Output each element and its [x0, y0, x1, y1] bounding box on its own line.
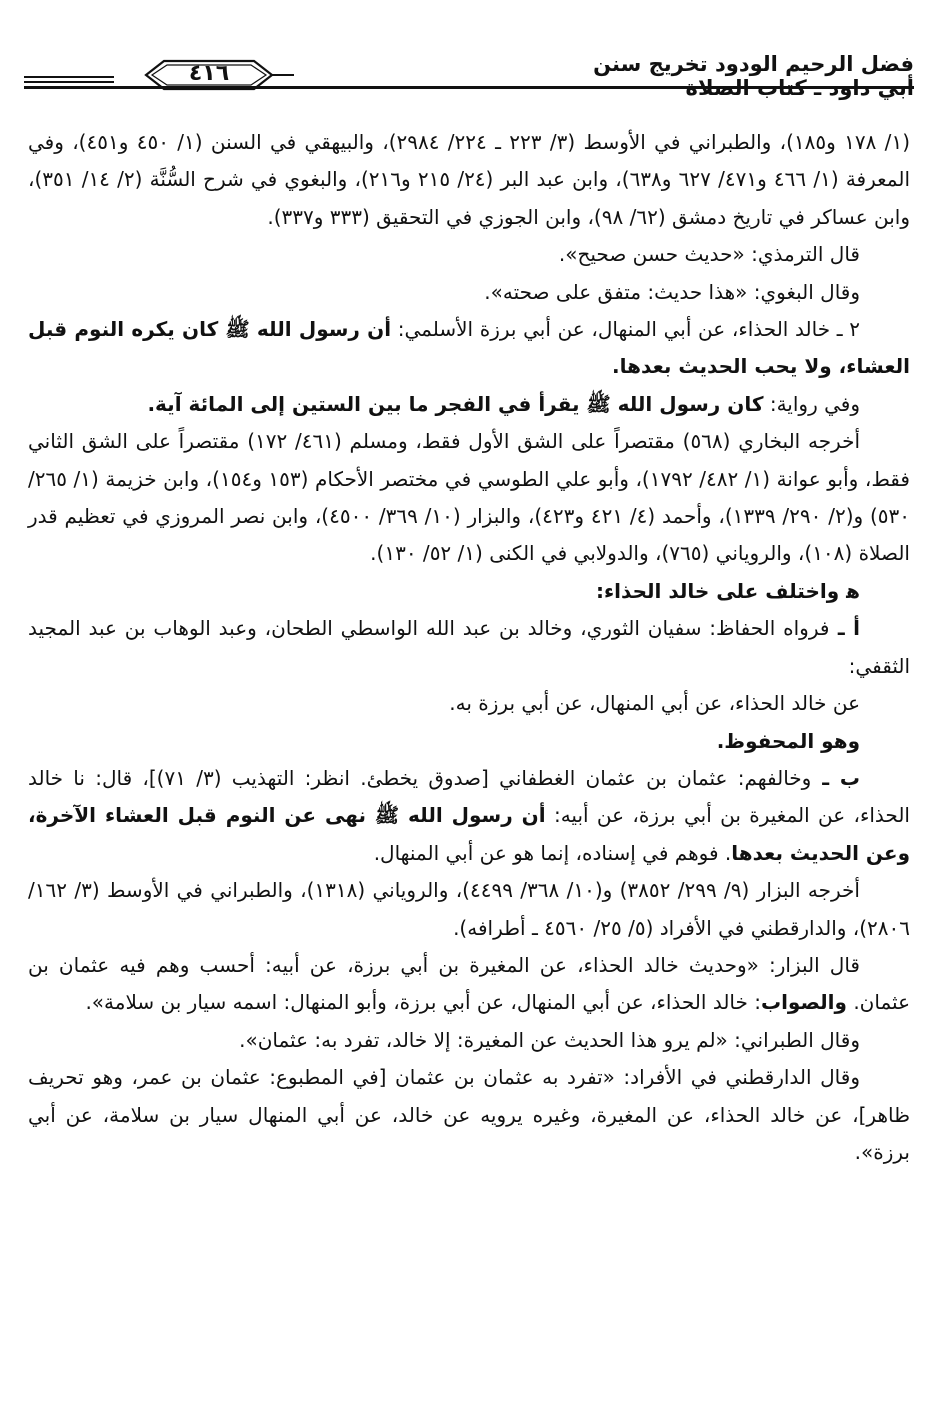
paragraph	[28, 723, 910, 760]
bold-text: أن رسول الله ﷺ نهى عن النوم قبل العشاء الآخرة، وعن الحديث بعدها	[28, 803, 910, 865]
text-run: قال الترمذي: «حديث حسن صحيح».	[558, 242, 860, 267]
paragraph	[28, 1022, 910, 1059]
text-run: وقال الطبراني: «لم يرو هذا الحديث عن المغيرة: إلا خالد، تفرد به: عثمان».	[239, 1027, 860, 1052]
paragraph	[28, 573, 910, 610]
paragraph	[28, 124, 910, 236]
main-text	[28, 124, 910, 1171]
bold-text: أ ـ	[829, 616, 860, 641]
text-run: عن خالد الحذاء، عن أبي المنهال، عن أبي برزة به.	[449, 691, 860, 716]
text-run: (١/ ١٧٨ و١٨٥)، والطبراني في الأوسط (٣/ ٢٢٣ ـ ٢٢٤/ ٢٩٨٤)، والبيهقي في السنن (١/ ٤٥٠ و٤٥١)، وفي المعرفة (١/ ٤٦٦ و٤٧١/ ٦٢٧ و٦٣٨)، وابن عبد البر (٢٤/ ٢١٥ و٢١٦)، والبغوي في شرح السُّنَّة (٢/ ١٤/ ٣٥١)، وابن عساكر في تاريخ دمشق (٦٢/ ٩٨)، وابن الجوزي في التحقيق (٣٣٣ و٣٣٧).	[28, 130, 911, 229]
paragraph	[28, 760, 910, 872]
bold-text: واختلف على خالد الحذاء:	[595, 578, 840, 603]
bold-text: ﻫ	[839, 578, 860, 603]
bold-text: ب ـ	[811, 765, 860, 790]
text-run: . فوهم في إسناده، إنما هو عن أبي المنهال.	[373, 840, 732, 865]
paragraph	[28, 1059, 910, 1171]
text-run: ٢ ـ خالد الحذاء، عن أبي المنهال، عن أبي برزة الأسلمي:	[391, 317, 860, 342]
bold-text: كان رسول الله ﷺ يقرأ في الفجر ما بين الستين إلى المائة آية.	[147, 391, 764, 416]
bold-text: أن رسول الله ﷺ كان يكره النوم قبل العشاء، ولا يحب الحديث بعدها.	[28, 317, 910, 379]
header-rule-left-lower	[24, 81, 114, 83]
page-number: ٤١٦	[188, 61, 230, 86]
text-run: وقال الدارقطني في الأفراد: «تفرد به عثمان بن عثمان [في المطبوع: عثمان بن عمر، وهو تحريف ظاهر]، عن خالد الحذاء، عن المغيرة، وغيره يرويه عن خالد، عن أبي المنهال سيار بن سلامة، عن أبي برزة».	[28, 1065, 910, 1164]
text-run: وخالفهم: عثمان بن عثمان الغطفاني [صدوق يخطئ. انظر: التهذيب (٣/ ٧١)]، قال: نا خالد الحذاء، عن المغيرة بن أبي برزة، عن أبيه:	[28, 765, 910, 828]
paragraph	[28, 386, 910, 423]
text-run: أخرجه البخاري (٥٦٨) مقتصراً على الشق الأول فقط، ومسلم (٤٦١/ ١٧٢) مقتصراً على الشق الثاني فقط، وأبو عوانة (١/ ٤٨٢/ ١٧٩٢)، وأبو علي الطوسي في مختصر الأحكام (١٥٣ و١٥٤)، وابن خزيمة (١/ ٢٦٥/ ٥٣٠) و(٢/ ٢٩٠/ ١٣٣٩)، وأحمد (٤/ ٤٢١ و٤٢٣)، والبزار (١٠/ ٣٦٩/ ٤٥٠٠)، وابن نصر المروزي في تعظيم قدر الصلاة (١٠٨)، والروياني (٧٦٥)، والدولابي في الكنى (١/ ٥٢/ ١٣٠).	[28, 429, 910, 566]
text-run: فرواه الحفاظ: سفيان الثوري، وخالد بن عبد الله الواسطي الطحان، وعبد الوهاب بن عبد المجيد الثقفي:	[28, 616, 910, 678]
paragraph	[28, 610, 910, 685]
paragraph	[28, 685, 910, 722]
text-run: أخرجه البزار (٩/ ٢٩٩/ ٣٨٥٢) و(١٠/ ٣٦٨/ ٤٤٩٩)، والروياني (١٣١٨)، والطبراني في الأوسط (٣/ ١٦٢/ ٢٨٠٦)، والدارقطني في الأفراد (٥/ ٢٥/ ٤٥٦٠ ـ أطرافه).	[28, 878, 910, 940]
header-rule-left-upper	[24, 76, 114, 78]
paragraph	[28, 311, 910, 386]
paragraph	[28, 872, 910, 947]
paragraph	[28, 423, 910, 573]
text-run: قال البزار: «وحديث خالد الحذاء، عن المغيرة بن أبي برزة، عن أبيه: أحسب وهم فيه عثمان بن عثمان.	[28, 952, 910, 1015]
running-title: فضل الرحيم الودود تخريج سنن أبي داود ـ كتاب الصلاة	[593, 52, 914, 100]
paragraph	[28, 947, 910, 1022]
paragraph	[28, 236, 910, 273]
text-run: وفي رواية:	[763, 391, 860, 416]
text-run: وقال البغوي: «هذا حديث: متفق على صحته».	[484, 279, 860, 304]
header-rule	[24, 86, 914, 89]
text-run: : خالد الحذاء، عن أبي المنهال، عن أبي برزة، وأبو المنهال: اسمه سيار بن سلامة».	[85, 990, 761, 1015]
bold-text: والصواب	[760, 990, 847, 1015]
paragraph	[28, 274, 910, 311]
bold-text: وهو المحفوظ.	[716, 728, 860, 753]
page-header	[24, 46, 914, 100]
